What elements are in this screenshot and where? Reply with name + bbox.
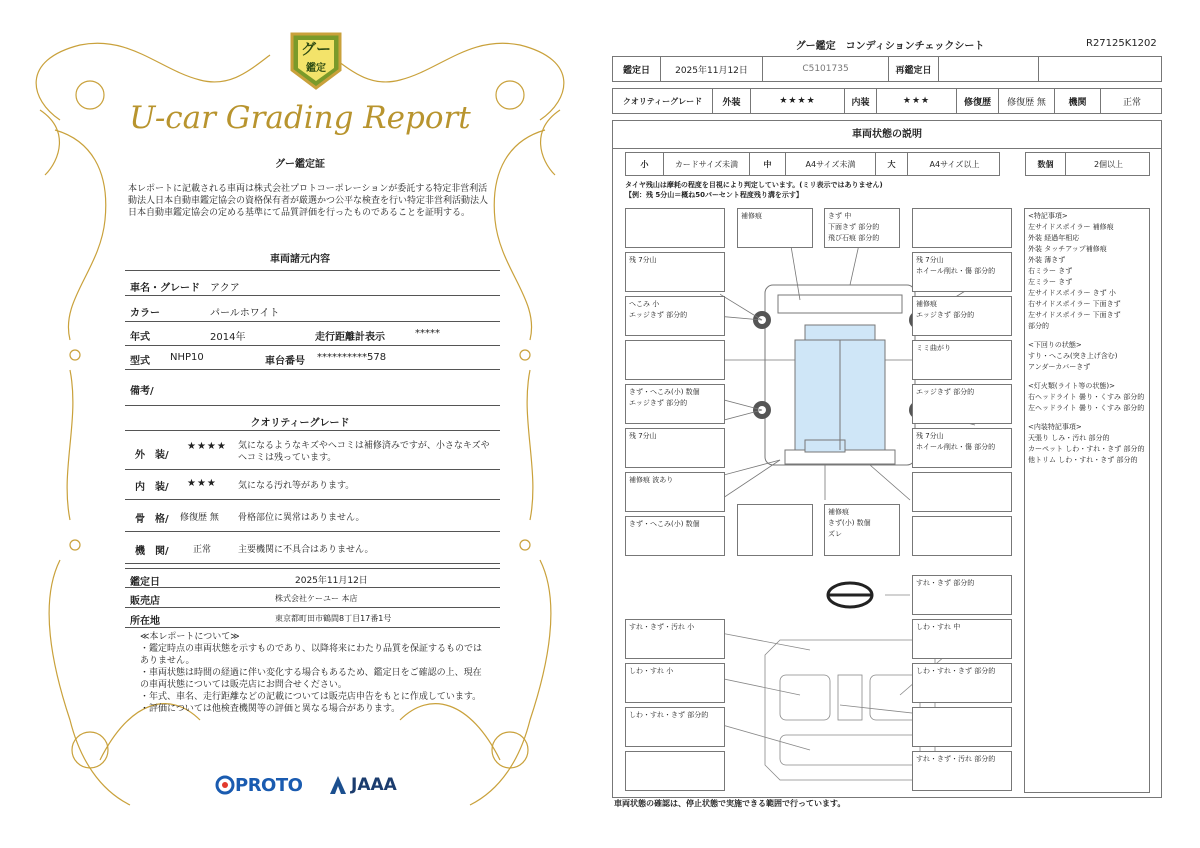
note-box: エッジきず 部分的 [912, 384, 1012, 424]
address-row: 所在地 東京都町田市鶴間8丁目17番1号 [125, 608, 500, 628]
size-legend: 小 カードサイズ未満 中 A4サイズ未満 大 A4サイズ以上 [625, 152, 1000, 176]
note-box: すれ・きず・汚れ 部分的 [912, 751, 1012, 791]
date-table: 鑑定日 2025年11月12日 C5101735 再鑑定日 [612, 56, 1162, 82]
quality-row-exterior: 外 装/ ★★★★ 気になるようなキズやヘコミは補修済みですが、小さなキズやヘコミは残っています。 [125, 430, 500, 470]
note-box: 補修痕 [737, 208, 813, 248]
quality-row-interior: 内 装/ ★★★ 気になる汚れ等があります。 [125, 470, 500, 500]
note-box [737, 504, 813, 556]
special-notes-panel: <特記事項> 左サイドスポイラー 補修痕 外装 経過年相応 外装 タッチアップ補修痕 外装 薄きず 右ミラー きず 左ミラー きず 左サイドスポイラー きず 小 右サイドスポイラー 下面きず 左サイドスポイラー 下面きず 部分的 <下回りの状態> すり・へこみ(突き上げ含む) アンダーカバーきず <灯火類(ライト等の状態)> 右ヘッドライト 曇り・くすみ 部分的 左ヘッドライト 曇り・くすみ 部分的 <内装特記事項> 天張り しみ・汚れ 部分的 カーペット しわ・すれ・きず 部分的 他トリム しわ・すれ・きず 部分的 [1024, 208, 1150, 793]
note-box: しわ・すれ 中 [912, 619, 1012, 659]
proto-mark-icon [215, 775, 235, 795]
appraisal-date-row: 鑑定日 2025年11月12日 [125, 568, 500, 588]
quality-table: クオリティーグレード 外装 ★★★★ 内装 ★★★ 修復歴 修復歴 無 機関 正常 [612, 88, 1162, 114]
note-box [625, 340, 725, 380]
note-box: 残 7分山 ホイール削れ・傷 部分的 [912, 252, 1012, 292]
count-legend: 数個 2個以上 [1025, 152, 1150, 176]
note-box: しわ・すれ 小 [625, 663, 725, 703]
note-2: ・車両状態は時間の経過に伴い変化する場合もあるため、鑑定日をご確認の上、現在の車両状態については販売店にお問合せください。 [140, 668, 482, 690]
tire-note-1: タイヤ残山は摩耗の程度を目視により判定しています。(ミリ表示ではありません) [625, 181, 883, 189]
note-box: ミミ曲がり [912, 340, 1012, 380]
quality-row-engine: 機 関/ 正常 主要機関に不具合はありません。 [125, 532, 500, 564]
note-box: 残 7分山 [625, 428, 725, 468]
note-box: 補修痕 波あり [625, 472, 725, 512]
note-box: 補修痕 きず(小) 数個 ズレ [824, 504, 900, 556]
note-box: きず・へこみ(小) 数個 [625, 516, 725, 556]
note-box: きず 中 下面きず 部分的 飛び石痕 部分的 [824, 208, 900, 248]
spec-row-notes: 備考/ [125, 370, 500, 406]
note-box: しわ・すれ・きず 部分的 [912, 663, 1012, 703]
intro-text: 本レポートに記載される車両は株式会社プロトコーポレーションが委託する特定非営利活動法人日本自動車鑑定協会の資格保有者が厳選かつ公平な検査を行い特定非営利活動法人日本自動車鑑定協会の定める基準にて品質評価を行ったものであることを証明する。 [128, 184, 489, 218]
blank-cell [1039, 57, 1163, 81]
note-box [625, 751, 725, 791]
certificate-subtitle: グー鑑定証 [275, 159, 325, 170]
note-box [625, 208, 725, 248]
note-box: 残 7分山 ホイール削れ・傷 部分的 [912, 428, 1012, 468]
dealer-row: 販売店 株式会社ケーユー 本店 [125, 588, 500, 608]
report-title: U-car Grading Report [129, 100, 471, 136]
note-4: ・評価については他検査機関等の評価と異なる場合があります。 [140, 704, 401, 714]
explain-heading: 車両状態の説明 [612, 125, 1162, 149]
note-box: へこみ 小 エッジきず 部分的 [625, 296, 725, 336]
note-1: ・鑑定時点の車両状態を示すものであり、以降将来にわたり品質を保証するものではありません。 [140, 644, 483, 666]
note-box [912, 208, 1012, 248]
specs-heading: 車両諸元内容 [270, 254, 330, 265]
note-box [912, 472, 1012, 512]
quality-heading: クオリティーグレード [250, 418, 350, 429]
spec-row-color: カラー パールホワイト [125, 296, 500, 322]
goo-badge-logo: グー 鑑定 [288, 30, 344, 92]
reappraisal-date-value [939, 57, 1039, 81]
note-3: ・年式、車名、走行距離などの記載については販売店申告をもとに作成しています。 [140, 692, 482, 702]
proto-logo: PROTO [215, 773, 302, 797]
quality-row-frame: 骨 格/ 修復歴 無 骨格部位に異常はありません。 [125, 500, 500, 532]
sheet-footer: 車両状態の確認は、停止状態で実施できる範囲で行っています。 [614, 799, 846, 808]
note-box: きず・へこみ(小) 数個 エッジきず 部分的 [625, 384, 725, 424]
note-box: 補修痕 エッジきず 部分的 [912, 296, 1012, 336]
note-box [912, 707, 1012, 747]
spec-row-year: 年式 2014年 走行距離計表示 ***** [125, 322, 500, 346]
spec-row-name: 車名・グレード アクア [125, 270, 500, 296]
condition-check-sheet [600, 0, 1200, 848]
note-box [912, 516, 1012, 556]
note-box: すれ・きず・汚れ 小 [625, 619, 725, 659]
notes-title: ≪本レポートについて≫ [140, 632, 240, 642]
spec-row-model: 型式 NHP10 車台番号 **********578 [125, 346, 500, 370]
note-box: すれ・きず 部分的 [912, 575, 1012, 615]
jaaa-mark-icon [328, 774, 348, 796]
report-notes [140, 631, 490, 715]
note-box: 残 7分山 [625, 252, 725, 292]
jaaa-logo: JAAA [328, 773, 397, 797]
sheet-id: R27125K1202 [1086, 38, 1157, 49]
note-box: しわ・すれ・きず 部分的 [625, 707, 725, 747]
sheet-title: グー鑑定 コンディションチェックシート [795, 41, 985, 52]
tire-note-2: 【例：残 5分山＝概ね50パーセント程度残り溝を示す】 [625, 191, 803, 199]
